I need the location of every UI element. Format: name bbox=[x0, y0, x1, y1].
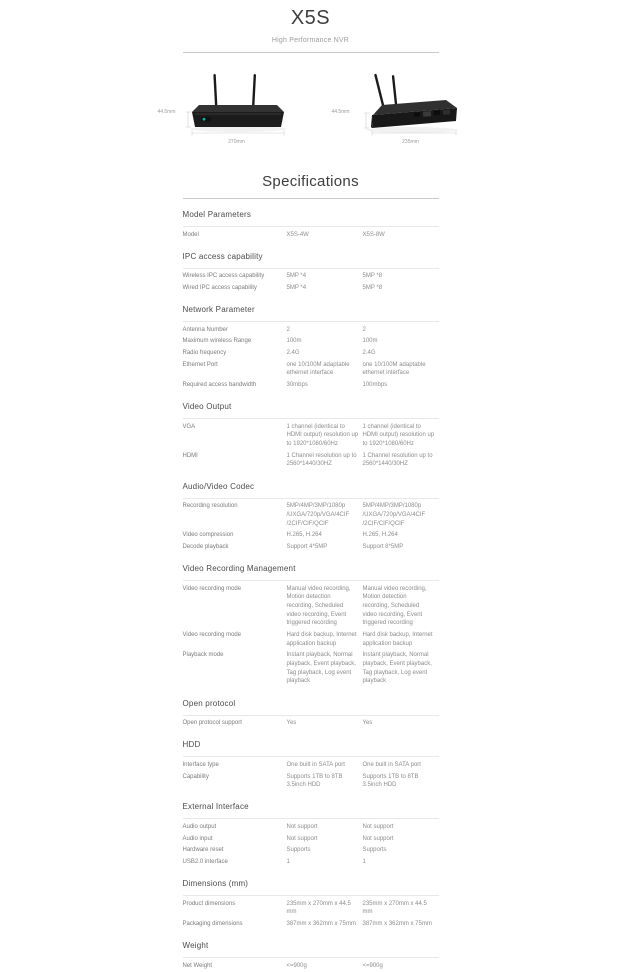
spec-row bbox=[183, 359, 439, 379]
spec-value-col1: 2.4G bbox=[286, 349, 300, 356]
section-title: Network Parameter bbox=[182, 305, 255, 315]
spec-value-col2: 387mm x 362mm x 75mm bbox=[362, 921, 432, 927]
spec-row bbox=[183, 845, 439, 857]
content-column bbox=[183, 52, 439, 53]
height-dimension-label: 44.5mm bbox=[331, 109, 350, 115]
spec-row bbox=[183, 856, 439, 868]
spec-value-col1: 5MP *4 bbox=[286, 273, 307, 280]
section-title: Video Output bbox=[182, 402, 232, 412]
section-table bbox=[183, 498, 439, 553]
spec-value-col1: 30mbps bbox=[286, 382, 308, 388]
spec-section bbox=[183, 699, 439, 730]
section-title: External Interface bbox=[182, 802, 249, 812]
section-title: Audio/Video Codec bbox=[182, 481, 255, 491]
spec-value-col1: Not support bbox=[286, 823, 318, 830]
section-table bbox=[183, 418, 439, 470]
spec-value-col2: Manual video recording, Motion detection recording, Scheduled video recording, Event triggered recording bbox=[362, 585, 427, 627]
spec-label: Wired IPC access capability bbox=[182, 284, 257, 291]
spec-value-col1: 1 bbox=[286, 858, 290, 865]
specifications-table-area bbox=[183, 198, 439, 972]
spec-value-col1: Supports 1TB to 8TB 3.5inch HDD bbox=[286, 773, 343, 789]
section-table bbox=[183, 715, 439, 730]
spec-row bbox=[183, 347, 439, 359]
spec-section bbox=[183, 802, 439, 868]
nvr-front-illustration bbox=[182, 71, 292, 137]
spec-value-col2: one 10/100M adaptable ethernet interface bbox=[362, 361, 426, 377]
spec-label: Maximum wireless Range bbox=[182, 338, 252, 345]
section-table bbox=[183, 268, 439, 294]
section-title: HDD bbox=[182, 740, 201, 750]
spec-section bbox=[183, 879, 439, 930]
spec-row bbox=[183, 450, 439, 470]
spec-value-col2: 100mbps bbox=[362, 382, 388, 388]
spec-section bbox=[183, 564, 439, 688]
spec-section bbox=[183, 305, 439, 391]
spec-row bbox=[183, 650, 439, 688]
spec-value-col1: Hard disk backup, Internet application backup bbox=[286, 632, 357, 647]
spec-label: Recording resolution bbox=[182, 503, 238, 510]
spec-value-col2: 5MP *8 bbox=[362, 284, 383, 291]
spec-value-col1: Support 4*5MP bbox=[286, 543, 328, 550]
spec-label: Hardware reset bbox=[182, 847, 224, 854]
spec-label: Video recording mode bbox=[182, 632, 242, 638]
spec-label: Ethernet Port bbox=[182, 361, 218, 368]
spec-value-col1: Supports bbox=[286, 847, 311, 854]
spec-value-col1: 5MP/4MP/3MP/1080p /UXGA/720p/VGA/4CIF /2CIF/CIF/QCIF bbox=[286, 503, 350, 527]
spec-value-col1: 1 Channel resolution up to 2560*1440/30HZ bbox=[286, 452, 357, 468]
header-divider bbox=[183, 52, 439, 53]
spec-value-col2: Hard disk backup, Internet application backup bbox=[362, 632, 433, 647]
section-table bbox=[183, 756, 439, 791]
spec-row bbox=[183, 833, 439, 845]
spec-section bbox=[183, 402, 439, 470]
spec-value-col2: 2 bbox=[362, 326, 366, 333]
spec-section bbox=[183, 740, 439, 791]
spec-value-col1: X5S-4W bbox=[286, 231, 309, 238]
spec-value-col1: 5MP *4 bbox=[286, 284, 307, 291]
spec-row bbox=[183, 541, 439, 553]
specifications-heading: Specifications bbox=[262, 173, 359, 190]
spec-value-col2: Supports bbox=[362, 847, 387, 854]
spec-row bbox=[183, 324, 439, 336]
spec-value-col2: 1 channel (identical to HDMI output) resolution up to 1920*1080/60Hz bbox=[362, 423, 435, 448]
section-title: Open protocol bbox=[182, 698, 236, 708]
spec-label: Decode playback bbox=[182, 543, 229, 550]
spec-value-col2: Support 8*5MP bbox=[362, 543, 404, 550]
spec-label: Product dimensions bbox=[182, 900, 236, 907]
spec-label: USB2.0 interface bbox=[182, 858, 228, 865]
spec-value-col1: Instant playback, Normal playback, Event playback, Tag playback, Log event playback bbox=[286, 652, 356, 685]
section-title: Video Recording Management bbox=[182, 564, 296, 574]
spec-value-col1: One built in SATA port bbox=[286, 761, 345, 768]
width-dimension-label: 235mm bbox=[402, 139, 419, 145]
spec-row bbox=[183, 718, 439, 730]
spec-value-col2: 235mm x 270mm x 44.5 mm bbox=[362, 900, 427, 916]
spec-label: Required access bandwidth bbox=[182, 382, 257, 388]
section-table bbox=[183, 895, 439, 930]
spec-row bbox=[183, 771, 439, 791]
spec-value-col2: 1 Channel resolution up to 2560*1440/30HZ bbox=[362, 452, 433, 468]
spec-row bbox=[183, 501, 439, 530]
section-title: IPC access capability bbox=[182, 251, 263, 261]
spec-label: Wireless IPC access capability bbox=[182, 273, 265, 280]
spec-value-col2: X5S-8W bbox=[362, 231, 385, 238]
spec-row bbox=[183, 583, 439, 629]
spec-value-col2: 100m bbox=[362, 338, 378, 345]
spec-value-col1: one 10/100M adaptable ethernet interface bbox=[286, 361, 350, 377]
spec-section bbox=[183, 482, 439, 553]
spec-label: Net Weight bbox=[182, 962, 213, 969]
spec-section bbox=[183, 252, 439, 294]
spec-label: VGA bbox=[182, 423, 196, 430]
spec-value-col2: Supports 1TB to 8TB 3.5inch HDD bbox=[362, 773, 419, 789]
spec-value-col2: 2.4G bbox=[362, 349, 376, 356]
page-header bbox=[0, 7, 621, 44]
spec-value-col1: H.265, H.264 bbox=[286, 532, 322, 539]
section-title: Model Parameters bbox=[182, 210, 252, 219]
spec-section bbox=[183, 210, 439, 241]
height-dimension-label: 44.5mm bbox=[157, 109, 176, 115]
spec-label: Capability bbox=[182, 773, 209, 780]
section-table bbox=[183, 957, 439, 972]
spec-label: HDMI bbox=[182, 452, 198, 459]
spec-section bbox=[183, 941, 439, 972]
product-image-front-view bbox=[150, 65, 298, 151]
spec-value-col1: 2 bbox=[286, 326, 290, 333]
spec-label: Audio output bbox=[182, 823, 217, 830]
page-title: X5S bbox=[290, 7, 331, 29]
spec-row bbox=[183, 898, 439, 918]
product-images-section bbox=[0, 65, 621, 153]
section-table bbox=[183, 321, 439, 391]
spec-value-col2: Yes bbox=[362, 720, 373, 727]
spec-value-col2: Not support bbox=[362, 823, 394, 830]
spec-label: Audio input bbox=[182, 835, 213, 842]
spec-label: Video recording mode bbox=[182, 585, 242, 592]
section-table bbox=[183, 818, 439, 868]
spec-value-col2: 1 bbox=[362, 858, 366, 865]
spec-value-col2: Instant playback, Normal playback, Event playback, Tag playback, Log event playback bbox=[362, 652, 432, 685]
spec-sections-container bbox=[183, 210, 439, 972]
spec-value-col2: 5MP/4MP/3MP/1080p /UXGA/720p/VGA/4CIF /2CIF/CIF/QCIF bbox=[362, 503, 426, 527]
spec-value-col2: H.265, H.264 bbox=[362, 532, 398, 539]
spec-value-col1: <=900g bbox=[286, 962, 307, 969]
spec-label: Video compression bbox=[182, 532, 234, 539]
spec-row bbox=[183, 630, 439, 650]
spec-row bbox=[183, 919, 439, 931]
spec-value-col1: 100m bbox=[286, 338, 302, 345]
width-dimension-label: 270mm bbox=[228, 139, 245, 145]
spec-value-col2: Not support bbox=[362, 835, 394, 842]
section-title: Dimensions (mm) bbox=[182, 879, 249, 889]
spec-label: Packaging dimensions bbox=[182, 921, 243, 927]
spec-row bbox=[183, 421, 439, 450]
spec-label: Antenna Number bbox=[182, 326, 228, 333]
spec-row bbox=[183, 530, 439, 542]
spec-label: Interface type bbox=[182, 761, 219, 768]
section-table bbox=[183, 580, 439, 688]
spec-label: Model bbox=[182, 231, 199, 238]
spec-value-col2: <=900g bbox=[362, 962, 383, 969]
spec-row bbox=[183, 759, 439, 771]
spec-row bbox=[183, 960, 439, 972]
spec-row bbox=[183, 282, 439, 294]
section-title: Weight bbox=[182, 941, 209, 951]
spec-value-col1: 235mm x 270mm x 44.5 mm bbox=[286, 900, 351, 916]
spec-value-col2: 5MP *8 bbox=[362, 273, 383, 280]
nvr-angled-illustration bbox=[356, 71, 466, 137]
spec-row bbox=[183, 821, 439, 833]
spec-row bbox=[183, 336, 439, 348]
page-subtitle: High Performance NVR bbox=[271, 37, 350, 44]
spec-value-col1: 387mm x 362mm x 75mm bbox=[286, 921, 356, 927]
spec-value-col1: Yes bbox=[286, 720, 297, 727]
spec-value-col1: Not support bbox=[286, 835, 318, 842]
spec-label: Playback mode bbox=[182, 652, 224, 659]
spec-value-col1: Manual video recording, Motion detection recording, Scheduled video recording, Event triggered recording bbox=[286, 585, 351, 627]
product-image-angled-view bbox=[324, 65, 472, 151]
spec-value-col2: One built in SATA port bbox=[362, 761, 421, 768]
spec-row bbox=[183, 380, 439, 392]
spec-row bbox=[183, 271, 439, 283]
spec-row bbox=[183, 229, 439, 241]
spec-value-col1: 1 channel (identical to HDMI output) resolution up to 1920*1080/60Hz bbox=[286, 423, 359, 448]
specifications-divider bbox=[183, 198, 439, 199]
spec-label: Open protocol support bbox=[182, 720, 242, 727]
spec-label: Radio frequency bbox=[182, 349, 227, 356]
section-table bbox=[183, 226, 439, 241]
